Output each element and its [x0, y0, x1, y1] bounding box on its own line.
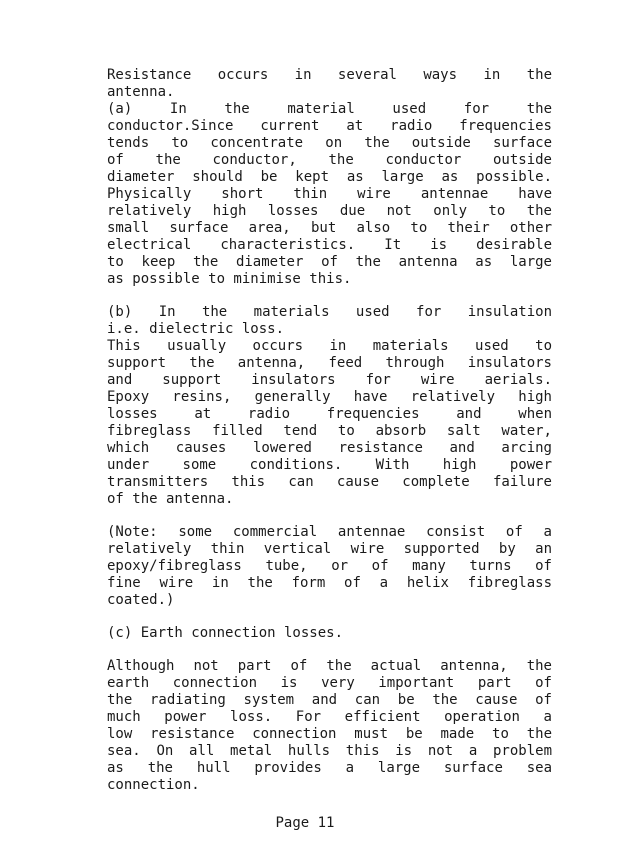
text-line: and support insulators for wire aerials. — [107, 372, 552, 388]
text-line: fibreglass filled tend to absorb salt water, — [107, 423, 552, 439]
page-number — [0, 815, 622, 832]
text-line: (a) In the material used for the — [107, 101, 552, 117]
text-line: under some conditions. With high power — [107, 457, 552, 473]
text-line: (Note: some commercial antennae consist of a — [107, 524, 552, 540]
text-line: small surface area, but also to their other — [107, 220, 552, 236]
text-line: transmitters this can cause complete failure — [107, 474, 552, 490]
text-line: Resistance occurs in several ways in the — [107, 67, 552, 83]
text-line: diameter should be kept as large as possible. — [107, 169, 552, 185]
text-line: connection. — [107, 777, 200, 793]
text-line: of the antenna. — [107, 491, 234, 507]
text-line: Epoxy resins, generally have relatively high — [107, 389, 552, 405]
text-line: (c) Earth connection losses. — [107, 625, 344, 641]
text-line: the radiating system and can be the cause of — [107, 692, 552, 708]
text-line: earth connection is very important part of — [107, 675, 552, 691]
text-line: to keep the diameter of the antenna as large — [107, 254, 552, 270]
text-line: coated.) — [107, 592, 175, 608]
text-line: fine wire in the form of a helix fibreglass — [107, 575, 552, 591]
text-line: relatively high losses due not only to the — [107, 203, 552, 219]
text-line: low resistance connection must be made to the — [107, 726, 552, 742]
text-line: conductor.Since current at radio frequencies — [107, 118, 552, 134]
text-line: tends to concentrate on the outside surface — [107, 135, 552, 151]
text-line: which causes lowered resistance and arcing — [107, 440, 552, 456]
text-line: sea. On all metal hulls this is not a problem — [107, 743, 552, 759]
text-line: as the hull provides a large surface sea — [107, 760, 552, 776]
text-line: epoxy/fibreglass tube, or of many turns of — [107, 558, 552, 574]
text-line: (b) In the materials used for insulation — [107, 304, 552, 320]
text-line: Physically short thin wire antennae have — [107, 186, 552, 202]
text-line: electrical characteristics. It is desirable — [107, 237, 552, 253]
text-line: This usually occurs in materials used to — [107, 338, 552, 354]
text-line: support the antenna, feed through insulators — [107, 355, 552, 371]
text-line: much power loss. For efficient operation a — [107, 709, 552, 725]
text-line: as possible to minimise this. — [107, 271, 352, 287]
text-line: losses at radio frequencies and when — [107, 406, 552, 422]
text-line: relatively thin vertical wire supported by an — [107, 541, 552, 557]
text-line: of the conductor, the conductor outside — [107, 152, 552, 168]
text-line: antenna. — [107, 84, 175, 100]
text-line: i.e. dielectric loss. — [107, 321, 285, 337]
page-number-label: Page 11 — [275, 815, 335, 831]
text-line: Although not part of the actual antenna, the — [107, 658, 552, 674]
